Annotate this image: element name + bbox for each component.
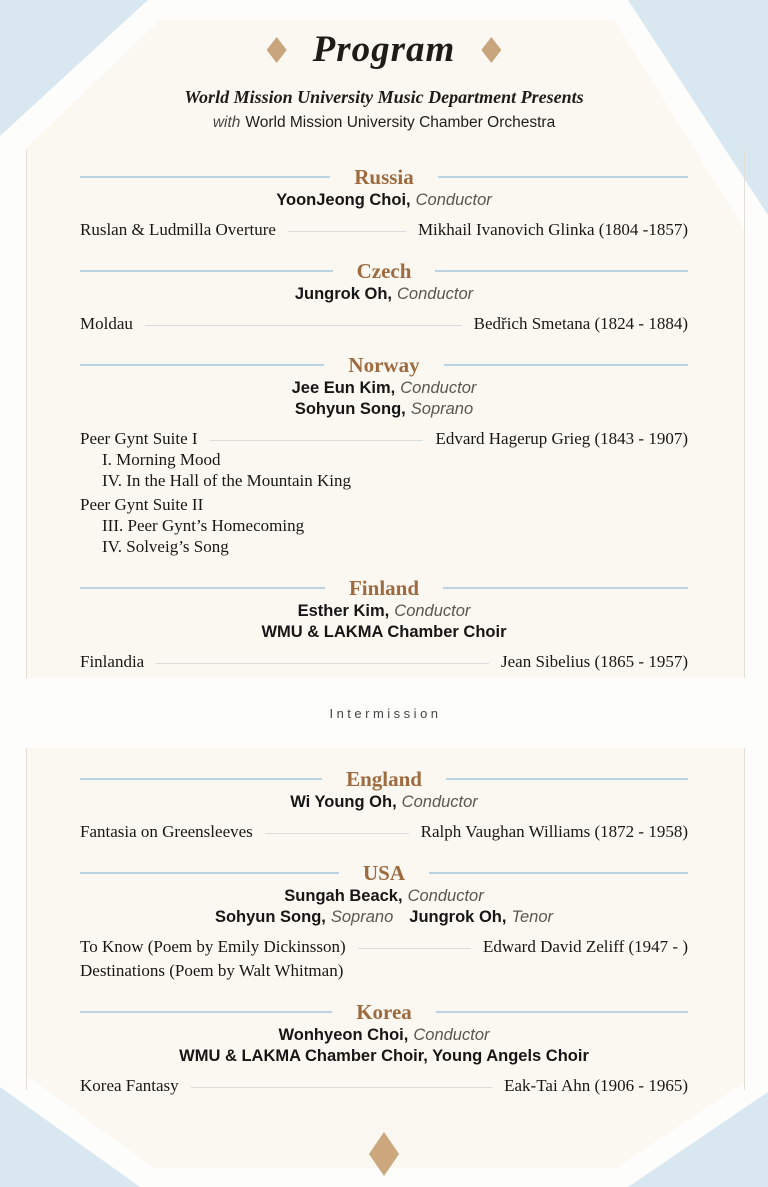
piece-group xyxy=(80,960,688,981)
performer-line xyxy=(80,399,688,420)
piece-row xyxy=(80,313,688,334)
pieces-list xyxy=(80,1075,688,1096)
performer-role: Conductor xyxy=(394,602,471,620)
pieces-list xyxy=(80,313,688,334)
heading-rule-left xyxy=(80,270,333,272)
country-heading: Russia xyxy=(354,165,414,189)
performer xyxy=(409,908,553,926)
performer-line xyxy=(80,1046,688,1067)
performer-line xyxy=(80,907,688,928)
intermission-label: Intermission xyxy=(329,705,442,721)
performer-name: Jee Eun Kim, xyxy=(291,379,396,397)
heading-rule-right xyxy=(444,364,688,366)
heading-rule-left xyxy=(80,176,330,178)
card-left-edge-line xyxy=(26,150,27,1090)
card-right-edge-line xyxy=(744,150,745,1090)
piece-title: Fantasia on Greensleeves xyxy=(80,822,253,841)
performer xyxy=(292,379,477,397)
heading-rule-right xyxy=(435,270,688,272)
performer-role: Soprano xyxy=(330,908,394,926)
piece-title: Peer Gynt Suite II xyxy=(80,495,204,514)
piece-row xyxy=(80,960,688,981)
movement-item: IV. In the Hall of the Mountain King xyxy=(102,471,351,490)
leader-line xyxy=(288,231,406,232)
pieces-list xyxy=(80,428,688,557)
heading-rule-right xyxy=(436,1011,688,1013)
section-heading-row xyxy=(80,352,688,378)
composer-name: Mikhail Ivanovich Glinka (1804 -1857) xyxy=(417,220,688,239)
piece-group xyxy=(80,428,688,491)
composer-name: Edward David Zeliff (1947 - ) xyxy=(482,937,688,956)
section-finland xyxy=(80,575,688,672)
performer-role: Conductor xyxy=(413,1026,490,1044)
heading-rule-left xyxy=(80,587,325,589)
piece-row xyxy=(80,651,688,672)
performer-line xyxy=(80,601,688,622)
title-row xyxy=(80,28,688,72)
performer xyxy=(295,285,473,303)
piece-group xyxy=(80,821,688,842)
piece-title: Peer Gynt Suite I xyxy=(80,429,198,448)
heading-rule-left xyxy=(80,1011,332,1013)
performer-line xyxy=(80,792,688,813)
piece-group xyxy=(80,1075,688,1096)
sections-container xyxy=(80,164,688,1096)
piece-title: To Know (Poem by Emily Dickinsson) xyxy=(80,937,346,956)
performer-line xyxy=(80,284,688,305)
performer-name: Jungrok Oh, xyxy=(409,908,507,926)
leader-line xyxy=(156,663,489,664)
performer-line xyxy=(80,622,688,643)
composer-name: Ralph Vaughan Williams (1872 - 1958) xyxy=(420,822,688,841)
performer-name: Sohyun Song, xyxy=(294,400,406,418)
piece-title: Ruslan & Ludmilla Overture xyxy=(80,220,276,239)
piece-row xyxy=(80,219,688,240)
program-content xyxy=(80,0,688,1096)
performer xyxy=(279,1026,490,1044)
section-heading-row xyxy=(80,999,688,1025)
piece-group xyxy=(80,313,688,334)
piece-row xyxy=(80,494,688,515)
piece-group xyxy=(80,936,688,957)
performer xyxy=(298,602,471,620)
performer-name: Wonhyeon Choi, xyxy=(278,1026,409,1044)
orchestra-name: World Mission University Chamber Orchestra xyxy=(245,114,556,131)
page-title: Program xyxy=(312,29,456,70)
pieces-list xyxy=(80,651,688,672)
piece-title: Destinations (Poem by Walt Whitman) xyxy=(80,961,344,980)
performer-role: Conductor xyxy=(407,887,484,905)
performer-name: Jungrok Oh, xyxy=(294,285,393,303)
heading-rule-left xyxy=(80,364,324,366)
heading-rule-left xyxy=(80,872,339,874)
composer-name: Eak-Tai Ahn (1906 - 1965) xyxy=(504,1076,688,1095)
leader-line xyxy=(145,325,462,326)
piece-group xyxy=(80,494,688,557)
section-korea xyxy=(80,999,688,1096)
performer-role: Tenor xyxy=(511,908,554,926)
country-heading: USA xyxy=(363,861,406,885)
diamond-icon xyxy=(481,37,501,63)
piece-row xyxy=(80,821,688,842)
piece-title: Moldau xyxy=(80,314,133,333)
pieces-list xyxy=(80,219,688,240)
piece-row xyxy=(80,428,688,449)
composer-name: Jean Sibelius (1865 - 1957) xyxy=(501,652,688,671)
country-heading: Czech xyxy=(356,259,412,283)
performer xyxy=(215,908,393,926)
section-usa xyxy=(80,860,688,981)
presents-line: World Mission University Music Department Presents xyxy=(184,87,584,107)
performer xyxy=(276,191,492,209)
performer-role: Conductor xyxy=(397,285,474,303)
piece-title: Finlandia xyxy=(80,652,145,671)
section-heading-row xyxy=(80,164,688,190)
performer-name: WMU & LAKMA Chamber Choir, Young Angels Choir xyxy=(179,1047,589,1065)
section-heading-row xyxy=(80,766,688,792)
leader-line xyxy=(358,948,471,949)
orchestra-line xyxy=(80,113,688,132)
performer-name: YoonJeong Choi, xyxy=(276,191,411,209)
performer xyxy=(290,793,478,811)
movement-item: III. Peer Gynt’s Homecoming xyxy=(102,516,305,535)
performer xyxy=(261,623,506,641)
section-russia xyxy=(80,164,688,240)
country-heading: England xyxy=(346,767,422,791)
section-heading-row xyxy=(80,575,688,601)
section-norway xyxy=(80,352,688,557)
heading-rule-left xyxy=(80,778,322,780)
performer-line xyxy=(80,886,688,907)
section-heading-row xyxy=(80,860,688,886)
leader-line xyxy=(210,440,424,441)
performer-role: Soprano xyxy=(410,400,474,418)
pieces-list xyxy=(80,936,688,981)
performer-name: Sohyun Song, xyxy=(214,908,326,926)
section-england xyxy=(80,766,688,842)
piece-row xyxy=(80,936,688,957)
performer-name: Esther Kim, xyxy=(297,602,390,620)
performer-role: Conductor xyxy=(400,379,477,397)
composer-name: Bedřich Smetana (1824 - 1884) xyxy=(473,314,688,333)
diamond-icon xyxy=(267,37,287,63)
composer-name: Edvard Hagerup Grieg (1843 - 1907) xyxy=(435,429,688,448)
pieces-list xyxy=(80,821,688,842)
performer xyxy=(284,887,483,905)
performer xyxy=(179,1047,589,1065)
performer-name: WMU & LAKMA Chamber Choir xyxy=(261,623,507,641)
section-czech xyxy=(80,258,688,334)
heading-rule-right xyxy=(443,587,688,589)
piece-group xyxy=(80,651,688,672)
piece-row xyxy=(80,1075,688,1096)
performer xyxy=(295,400,473,418)
heading-rule-right xyxy=(438,176,688,178)
country-heading: Finland xyxy=(348,576,420,600)
heading-rule-right xyxy=(446,778,688,780)
with-prefix: with xyxy=(212,114,241,131)
heading-rule-right xyxy=(429,872,688,874)
performer-line xyxy=(80,378,688,399)
performer-line xyxy=(80,1025,688,1046)
leader-line xyxy=(265,833,409,834)
performer-role: Conductor xyxy=(401,793,478,811)
country-heading: Norway xyxy=(348,353,420,377)
piece-group xyxy=(80,219,688,240)
intermission-band xyxy=(26,678,745,748)
country-heading: Korea xyxy=(356,1000,412,1024)
performer-role: Conductor xyxy=(415,191,492,209)
performer-name: Wi Young Oh, xyxy=(290,793,397,811)
movement-item: I. Morning Mood xyxy=(102,450,221,469)
performer-line xyxy=(80,190,688,211)
piece-title: Korea Fantasy xyxy=(80,1076,179,1095)
leader-line xyxy=(191,1087,492,1088)
performer-name: Sungah Beack, xyxy=(284,887,403,905)
section-heading-row xyxy=(80,258,688,284)
movement-item: IV. Solveig’s Song xyxy=(102,537,229,556)
